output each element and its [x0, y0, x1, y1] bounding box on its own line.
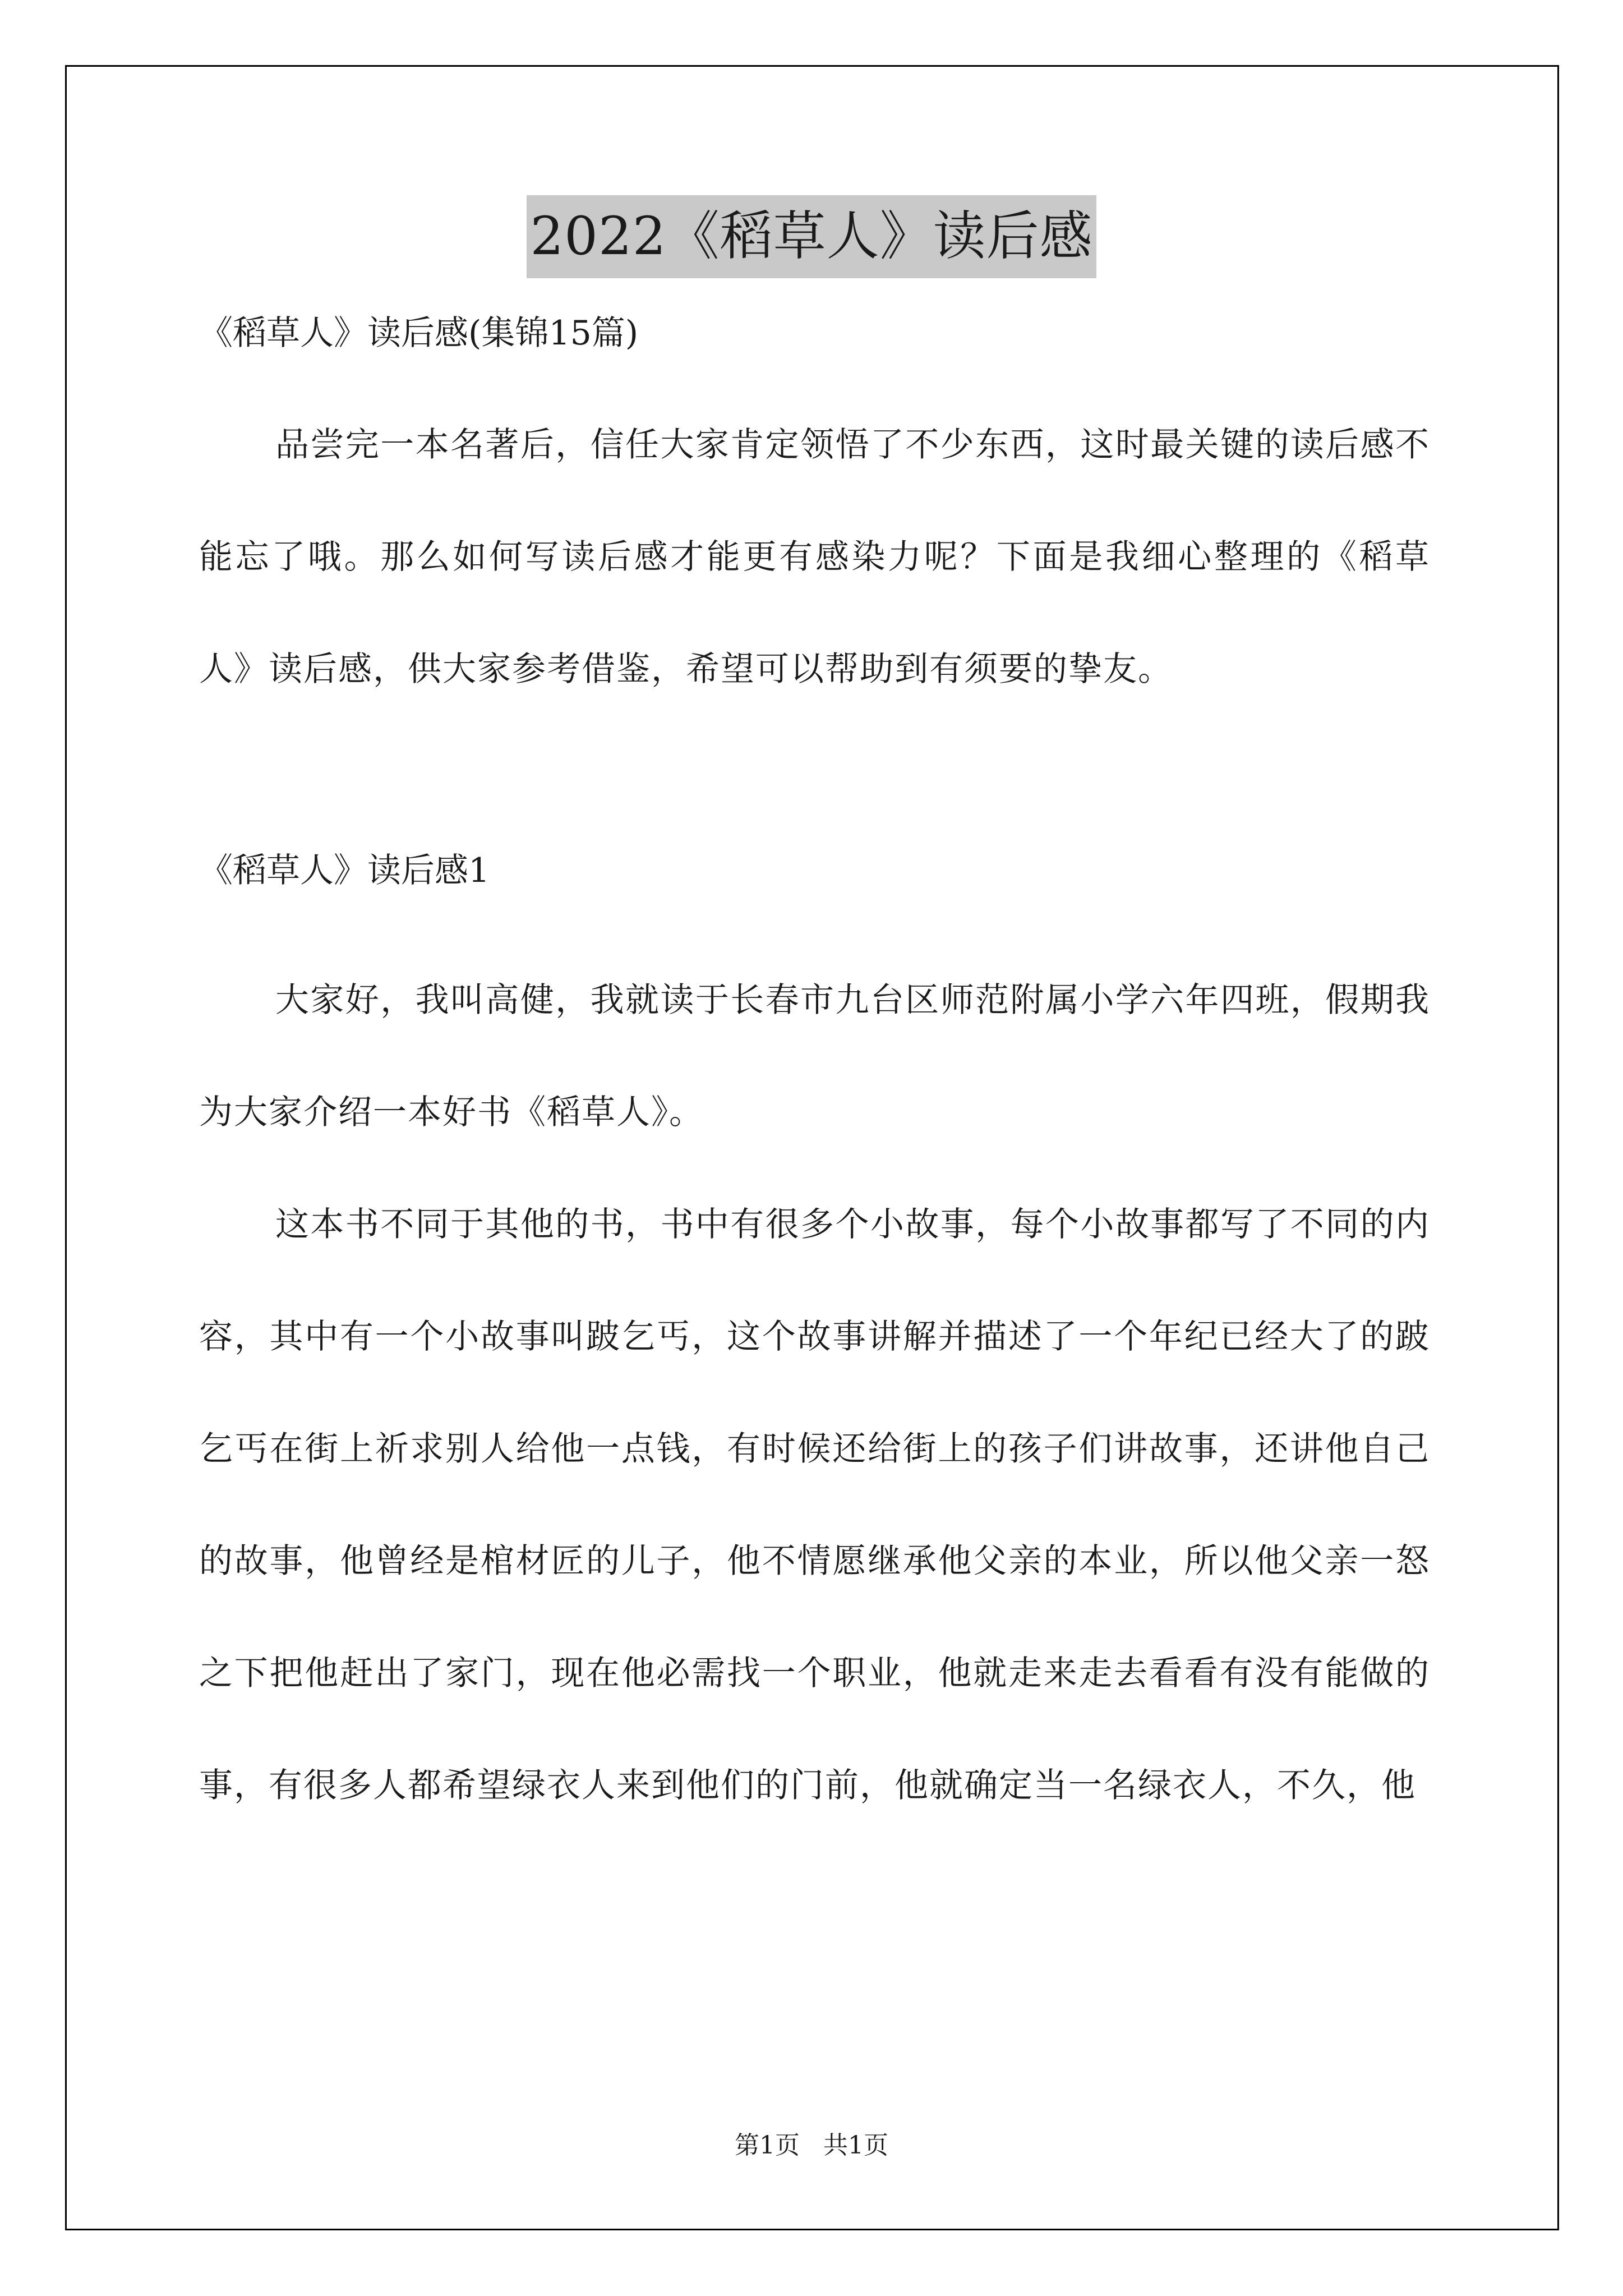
page-footer: 第1页 共1页: [735, 2131, 888, 2160]
body-paragraph-2: 这本书不同于其他的书，书中有很多个小故事，每个小故事都写了不同的内容，其中有一个小故事叫跛乞丐，这个故事讲解并描述了一个年纪已经大了的跛乞丐在街上祈求别人给他一点钱，有时候还给街上的孩子们讲故事，还讲他自己的故事，他曾经是棺材匠的儿子，他不情愿继承他父亲的本业，所以他父亲一怒之下把他赶出了家门，现在他必需找一个职业，他就走来走去看看有没有能做的事，有很多人都希望绿衣人来到他们的门前，他就确定当一名绿衣人，不久，他: [199, 1205, 1430, 1805]
body-paragraph-1: 大家好，我叫高健，我就读于长春市九台区师范附属小学六年四班，假期我为大家介绍一本好书《稻草人》。: [199, 981, 1430, 1132]
section-heading: 《稻草人》读后感1: [199, 851, 490, 890]
document-subtitle: 《稻草人》读后感(集锦15篇): [199, 314, 639, 353]
intro-paragraph: 品尝完一本名著后，信任大家肯定领悟了不少东西，这时最关键的读后感不能忘了哦。那么如何写读后感才能更有感染力呢？下面是我细心整理的《稻草人》读后感，供大家参考借鉴，希望可以帮助到有须要的挚友。: [199, 425, 1430, 689]
title-container: [0, 195, 1623, 278]
document-title: 2022《稻草人》读后感: [527, 195, 1096, 278]
document-body: [199, 300, 1430, 1842]
